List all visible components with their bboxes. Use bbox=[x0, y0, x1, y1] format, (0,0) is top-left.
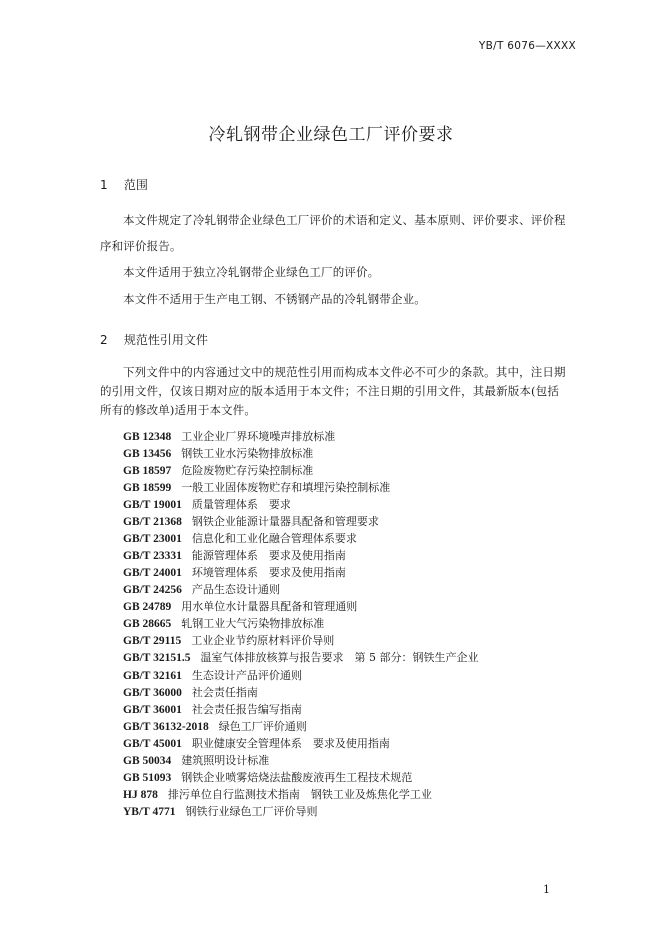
reference-code: GB 51093 bbox=[123, 772, 172, 784]
reference-code: GB/T 24001 bbox=[123, 567, 182, 579]
reference-title: 职业健康安全管理体系 要求及使用指南 bbox=[191, 737, 390, 750]
section-2-heading bbox=[100, 331, 208, 348]
section-number: 2 bbox=[100, 333, 108, 347]
reference-title: 能源管理体系 要求及使用指南 bbox=[191, 549, 346, 562]
reference-item bbox=[123, 581, 280, 597]
reference-title: 排污单位自行监测技术指南 钢铁工业及炼焦化学工业 bbox=[167, 788, 432, 801]
reference-code: GB/T 36001 bbox=[123, 704, 182, 716]
paragraph: 所有的修改单)适用于本文件。 bbox=[100, 403, 257, 417]
section-number: 1 bbox=[100, 178, 108, 192]
reference-item bbox=[123, 428, 335, 444]
reference-code: GB/T 21368 bbox=[123, 516, 182, 528]
reference-code: GB/T 45001 bbox=[123, 738, 182, 750]
paragraph: 序和评价报告。 bbox=[100, 239, 182, 253]
reference-code: GB/T 23001 bbox=[123, 533, 182, 545]
reference-code: HJ 878 bbox=[123, 789, 158, 801]
reference-title: 钢铁企业喷雾焙烧法盐酸废液再生工程技术规范 bbox=[181, 771, 413, 784]
paragraph: 本文件不适用于生产电工钢、不锈钢产品的冷轧钢带企业。 bbox=[123, 292, 426, 306]
reference-item bbox=[123, 479, 390, 495]
reference-item bbox=[123, 564, 346, 580]
reference-title: 环境管理体系 要求及使用指南 bbox=[191, 566, 346, 579]
reference-title: 产品生态设计通则 bbox=[191, 583, 280, 596]
reference-item bbox=[123, 718, 307, 734]
reference-item bbox=[123, 632, 334, 648]
reference-title: 信息化和工业化融合管理体系要求 bbox=[191, 532, 357, 545]
reference-title: 绿色工厂评价通则 bbox=[218, 720, 307, 733]
reference-code: GB 12348 bbox=[123, 431, 172, 443]
reference-code: GB 24789 bbox=[123, 601, 172, 613]
reference-code: GB 13456 bbox=[123, 448, 172, 460]
reference-code: GB 18597 bbox=[123, 465, 172, 477]
reference-item bbox=[123, 462, 313, 478]
reference-title: 工业企业节约原材料评价导则 bbox=[191, 634, 335, 647]
reference-title: 用水单位水计量器具配备和管理通则 bbox=[181, 600, 358, 613]
page-number: 1 bbox=[543, 883, 550, 896]
reference-item bbox=[123, 547, 346, 563]
paragraph: 下列文件中的内容通过文中的规范性引用而构成本文件必不可少的条款。其中，注日期 bbox=[123, 365, 566, 379]
reference-title: 钢铁企业能源计量器具配备和管理要求 bbox=[191, 515, 379, 528]
reference-code: YB/T 4771 bbox=[123, 806, 176, 818]
reference-item bbox=[123, 735, 390, 751]
reference-title: 钢铁行业绿色工厂评价导则 bbox=[185, 805, 318, 818]
reference-item bbox=[123, 649, 479, 665]
reference-item bbox=[123, 803, 318, 819]
document-title: 冷轧钢带企业绿色工厂评价要求 bbox=[208, 125, 454, 145]
paragraph: 本文件规定了冷轧钢带企业绿色工厂评价的术语和定义、基本原则、评价要求、评价程 bbox=[123, 213, 566, 227]
reference-title: 质量管理体系 要求 bbox=[191, 498, 291, 511]
section-title: 规范性引用文件 bbox=[123, 333, 208, 347]
paragraph: 的引用文件，仅该日期对应的版本适用于本文件；不注日期的引用文件，其最新版本(包括 bbox=[100, 384, 559, 398]
reference-item bbox=[123, 615, 324, 631]
reference-title: 钢铁工业水污染物排放标准 bbox=[181, 447, 314, 460]
reference-item bbox=[123, 667, 302, 683]
reference-item bbox=[123, 701, 302, 717]
reference-code: GB/T 36000 bbox=[123, 687, 182, 699]
paragraph: 本文件适用于独立冷轧钢带企业绿色工厂的评价。 bbox=[123, 265, 380, 279]
reference-code: GB/T 32161 bbox=[123, 670, 182, 682]
reference-title: 工业企业厂界环境噪声排放标准 bbox=[181, 430, 336, 443]
reference-item bbox=[123, 496, 291, 512]
reference-title: 危险废物贮存污染控制标准 bbox=[181, 464, 314, 477]
reference-title: 社会责任指南 bbox=[191, 686, 258, 699]
standard-code-header: YB/T 6076—XXXX bbox=[478, 40, 576, 52]
section-1-heading bbox=[100, 176, 148, 193]
reference-code: GB 18599 bbox=[123, 482, 172, 494]
reference-item bbox=[123, 445, 313, 461]
reference-item bbox=[123, 752, 269, 768]
reference-code: GB/T 29115 bbox=[123, 635, 182, 647]
reference-title: 社会责任报告编写指南 bbox=[191, 703, 302, 716]
reference-code: GB/T 32151.5 bbox=[123, 652, 191, 664]
reference-code: GB/T 23331 bbox=[123, 550, 182, 562]
section-title: 范围 bbox=[123, 178, 148, 192]
reference-title: 温室气体排放核算与报告要求 第 5 部分：钢铁生产企业 bbox=[200, 651, 479, 664]
reference-code: GB/T 19001 bbox=[123, 499, 182, 511]
reference-item bbox=[123, 769, 412, 785]
reference-item bbox=[123, 684, 258, 700]
reference-code: GB/T 24256 bbox=[123, 584, 182, 596]
reference-code: GB 50034 bbox=[123, 755, 172, 767]
reference-code: GB/T 36132-2018 bbox=[123, 721, 209, 733]
reference-title: 建筑照明设计标准 bbox=[181, 754, 270, 767]
reference-title: 生态设计产品评价通则 bbox=[191, 669, 302, 682]
reference-title: 轧钢工业大气污染物排放标准 bbox=[181, 617, 325, 630]
reference-title: 一般工业固体废物贮存和填埋污染控制标准 bbox=[181, 481, 391, 494]
reference-item bbox=[123, 598, 357, 614]
reference-item bbox=[123, 513, 379, 529]
reference-code: GB 28665 bbox=[123, 618, 172, 630]
reference-item bbox=[123, 786, 432, 802]
reference-item bbox=[123, 530, 357, 546]
